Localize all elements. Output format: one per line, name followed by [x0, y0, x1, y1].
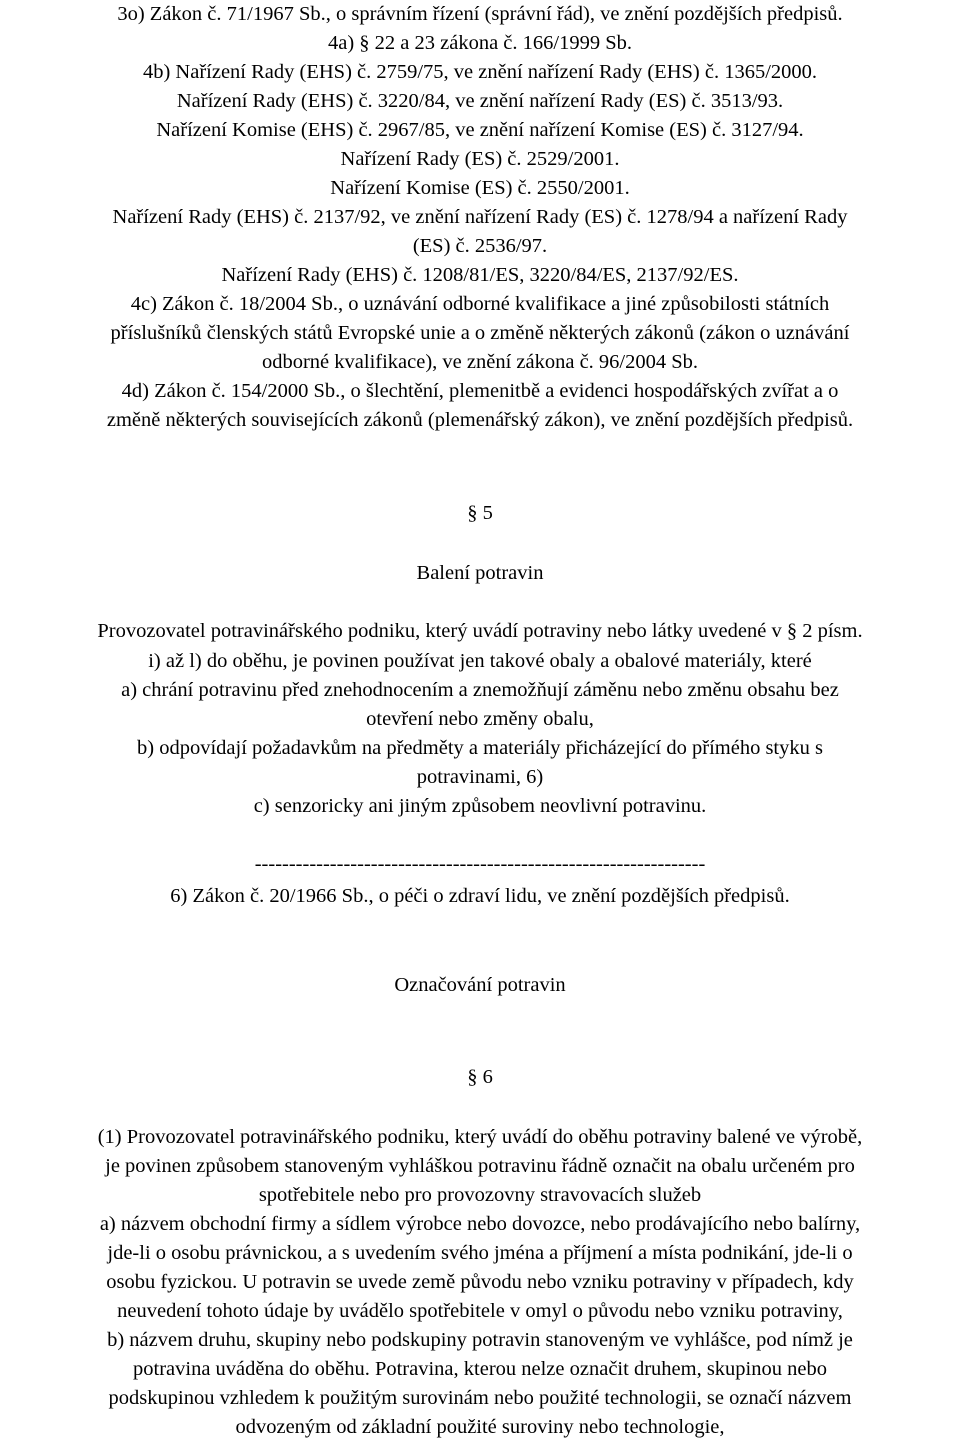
- section-5-para-line-5: b) odpovídají požadavkům na předměty a materiály přicházející do přímého styku s: [137, 737, 823, 759]
- section-6-para-line-8: b) názvem druhu, skupiny nebo podskupiny potravin stanoveným ve vyhlášce, pod nímž je: [107, 1329, 853, 1351]
- section-5-para-line-7: c) senzoricky ani jiným způsobem neovlivní potravinu.: [253, 795, 707, 817]
- section-5-para-line-4: otevření nebo změny obalu,: [366, 708, 594, 730]
- section-6-para-line-11: odvozeným od základní použité suroviny nebo technologie,: [235, 1416, 725, 1438]
- chapter-title: Označování potravin: [394, 974, 566, 996]
- footnote-4d-line-1: 4d) Zákon č. 154/2000 Sb., o šlechtění, plemenitbě a evidenci hospodářských zvířat a o: [121, 380, 839, 402]
- footnote-4b-line-5: Nařízení Komise (ES) č. 2550/2001.: [330, 177, 630, 199]
- section-5-para-line-1: Provozovatel potravinářského podniku, který uvádí potraviny nebo látky uvedené v § 2 písm.: [97, 620, 863, 642]
- section-5-para-line-3: a) chrání potravinu před znehodnocením a znemožňují záměnu nebo změnu obsahu bez: [121, 679, 839, 701]
- footnote-4c-line-3: odborné kvalifikace), ve znění zákona č. 96/2004 Sb.: [261, 351, 699, 373]
- footnote-separator: ------------------------------------------------------------------: [254, 853, 706, 875]
- section-6-heading: § 6: [467, 1066, 493, 1088]
- section-5-para-line-6: potravinami, 6): [416, 766, 544, 788]
- section-6-para-line-9: potravina uváděna do oběhu. Potravina, kterou nelze označit druhem, skupinou nebo: [133, 1358, 827, 1380]
- section-6-para-line-7: neuvedení tohoto údaje by uvádělo spotřebitele v omyl o původu nebo vzniku potraviny,: [117, 1300, 843, 1322]
- section-6-para-line-6: osobu fyzickou. U potravin se uvede země původu nebo vzniku potraviny v případech, kdy: [106, 1271, 854, 1293]
- section-6-para-line-5: jde-li o osobu právnickou, a s uvedením svého jména a příjmení a místa podnikání, jde-li o: [107, 1242, 853, 1264]
- footnote-4b-line-4: Nařízení Rady (ES) č. 2529/2001.: [340, 148, 620, 170]
- footnote-4d-line-2: změně některých souvisejících zákonů (plemenářský zákon), ve znění pozdějších předpisů.: [106, 409, 854, 431]
- footnote-4c-line-1: 4c) Zákon č. 18/2004 Sb., o uznávání odborné kvalifikace a jiné způsobilosti státních: [130, 293, 830, 315]
- section-6-para-line-3: spotřebitele nebo pro provozovny stravovacích služeb: [258, 1184, 702, 1206]
- footnote-4b-line-1: 4b) Nařízení Rady (EHS) č. 2759/75, ve znění nařízení Rady (EHS) č. 1365/2000.: [142, 61, 818, 83]
- footnote-4a: 4a) § 22 a 23 zákona č. 166/1999 Sb.: [327, 32, 633, 54]
- footnote-4c-line-2: příslušníků členských států Evropské unie a o změně některých zákonů (zákon o uznávání: [110, 322, 850, 344]
- section-6-para-line-2: je povinen způsobem stanoveným vyhláškou potravinu řádně označit na obalu určeném pro: [105, 1155, 855, 1177]
- section-5-heading: § 5: [467, 502, 493, 524]
- footnote-3o: 3o) Zákon č. 71/1967 Sb., o správním řízení (správní řád), ve znění pozdějších předpisů.: [117, 3, 843, 25]
- footnote-4b-line-6: Nařízení Rady (EHS) č. 2137/92, ve znění nařízení Rady (ES) č. 1278/94 a nařízení Rady: [112, 206, 848, 228]
- section-5-title: Balení potravin: [416, 562, 544, 584]
- footnote-4b-line-8: Nařízení Rady (EHS) č. 1208/81/ES, 3220/84/ES, 2137/92/ES.: [221, 264, 739, 286]
- section-6-para-line-1: (1) Provozovatel potravinářského podniku, který uvádí do oběhu potraviny balené ve výrobě,: [97, 1126, 863, 1148]
- footnote-4b-line-7: (ES) č. 2536/97.: [412, 235, 548, 257]
- section-6-para-line-10: podskupinou vzhledem k použitým surovinám nebo použité technologii, se označí názvem: [108, 1387, 852, 1409]
- footnote-4b-line-3: Nařízení Komise (EHS) č. 2967/85, ve znění nařízení Komise (ES) č. 3127/94.: [156, 119, 804, 141]
- section-5-para-line-2: i) až l) do oběhu, je povinen používat jen takové obaly a obalové materiály, které: [148, 650, 812, 672]
- footnote-6: 6) Zákon č. 20/1966 Sb., o péči o zdraví lidu, ve znění pozdějších předpisů.: [170, 885, 790, 907]
- section-6-para-line-4: a) názvem obchodní firmy a sídlem výrobce nebo dovozce, nebo prodávajícího nebo balírny,: [99, 1213, 861, 1235]
- footnote-4b-line-2: Nařízení Rady (EHS) č. 3220/84, ve znění nařízení Rady (ES) č. 3513/93.: [176, 90, 784, 112]
